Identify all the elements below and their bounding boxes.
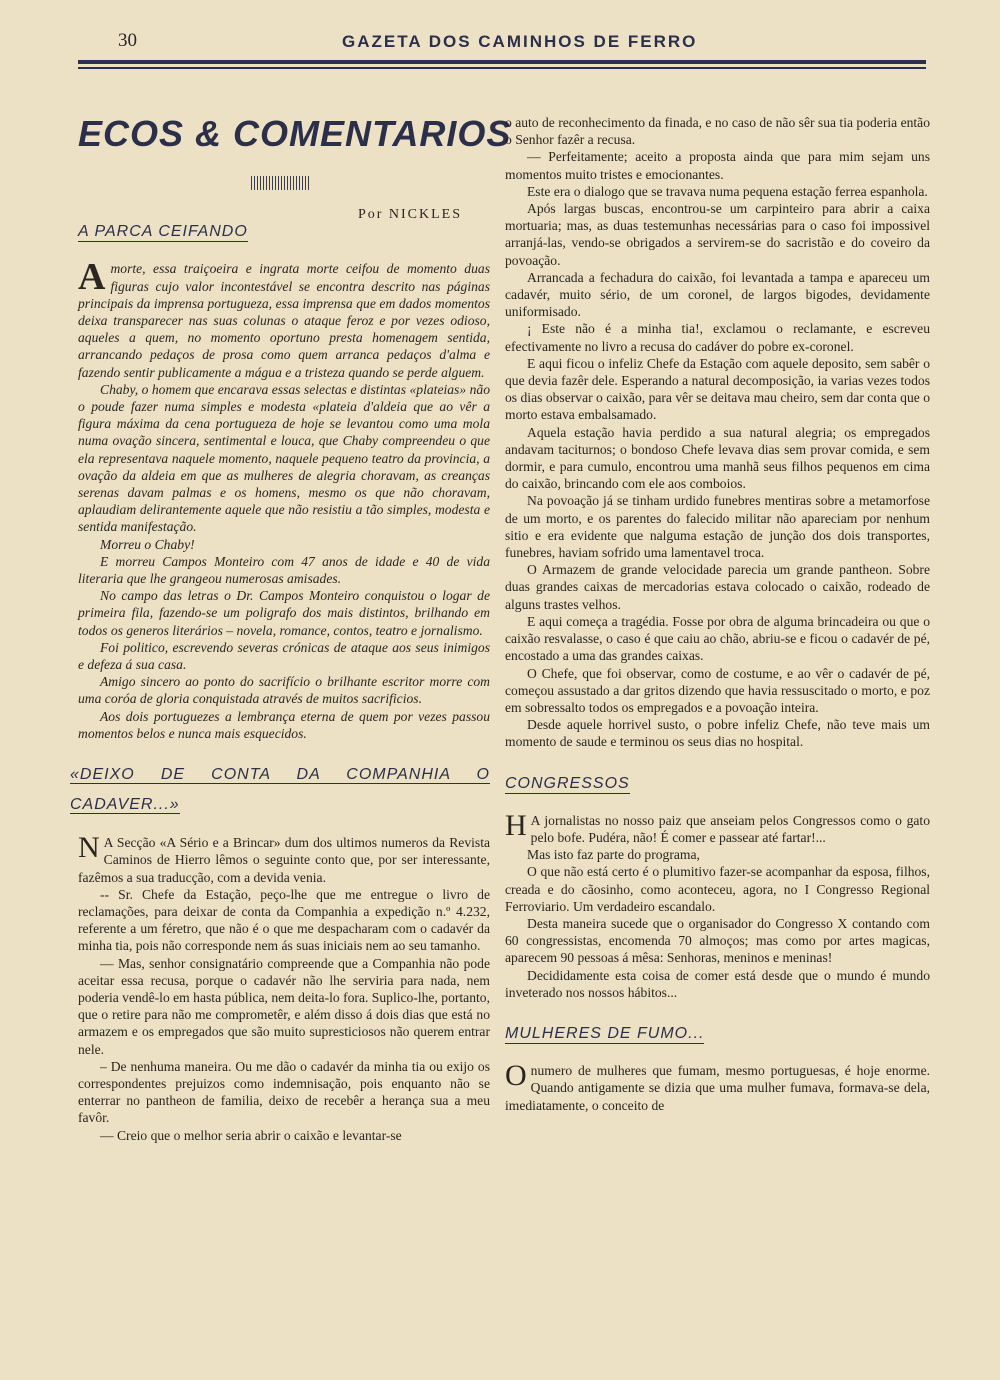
section-body-parca	[78, 256, 490, 742]
paragraph: — Perfeitamente; aceito a proposta ainda que para mim sejam uns momentos muito tristes e emocionantes.	[505, 149, 930, 182]
paragraph: — Creio que o melhor seria abrir o caixão e levantar-se	[100, 1127, 402, 1143]
paragraph: Após largas buscas, encontrou-se um carpinteiro para abrir a caixa mortuaria; mas, as duas testemunhas necessárias para o caso foi impossivel arranjá-las, vendo-se obrigados a servirem-se do sacristão e do coveiro da povoação.	[505, 201, 930, 268]
paragraph: O que não está certo é o plumitivo fazer-se acompanhar da esposa, filhos, creada e do cãosinho, como aconteceu, agora, no I Congresso Regional Ferroviario. Um verdadeiro escandalo.	[505, 864, 930, 914]
drop-cap: A	[78, 256, 106, 299]
paragraph: Amigo sincero ao ponto do sacrifício o brilhante escritor morre com uma coróa de gloria conquistada através de muitos sacrificios.	[78, 674, 490, 707]
page-number: 30	[118, 30, 137, 51]
paragraph: Este era o dialogo que se travava numa pequena estação ferrea espanhola.	[527, 183, 928, 199]
paragraph: Aos dois portuguezes a lembrança eterna de quem por vezes passou momentos belos e nunca mais esquecidos.	[78, 708, 490, 741]
page-header	[80, 30, 925, 54]
header-rule-thick	[78, 60, 926, 64]
paragraph: E aqui começa a tragédia. Fosse por obra de alguma brincadeira ou que o caixão resvalasse, o caso é que caiu ao chão, abriu-se e ficou o cadavér de pé, encostado a uma das grandes caixas.	[505, 613, 930, 664]
header-rule-thin	[78, 67, 926, 69]
ornament-divider	[251, 176, 309, 190]
paragraph: Mas isto faz parte do programa,	[527, 847, 700, 863]
paragraph: – De nenhuma maneira. Ou me dão o cadavér da minha tia ou exijo os correspondentes prejuizos como indemnisação, pois enquanto não se enterrar no pantheon de familia, deixo de recebêr a herança sua a meu favôr.	[78, 1058, 490, 1126]
paragraph: Na povoação já se tinham urdido funebres mentiras sobre a metamorfose de um morto, e os parentes do falecido militar não apareciam por nenhum sitio e era evidente que nalguma estação de junção dos dois transportes, funebres, haviam sofrido uma lamentavel troca.	[505, 493, 930, 561]
paragraph: N A Secção «A Sério e a Brincar» dum dos ultimos numeros da Revista Caminos de Hierro lêmos o seguinte conto que, por ser interessante, fazêmos a sua traducção, com a devida venia.	[78, 831, 490, 885]
paragraph: O Armazem de grande velocidade parecia um grande pantheon. Sobre duas grandes caixas de mercadorias estava colocado o caixão, rodeado de alguns trastes velhos.	[505, 562, 930, 612]
section-heading-mulheres: MULHERES DE FUMO...	[505, 1025, 704, 1044]
section-heading-parca: A PARCA CEIFANDO	[78, 223, 248, 242]
paragraph: H A jornalistas no nosso paiz que anseiam pelos Congressos como o gato pelo bofe. Pudéra, não! É comer e passear até fartar!...	[505, 808, 930, 845]
publication-title: GAZETA DOS CAMINHOS DE FERRO	[342, 32, 698, 51]
paragraph: -- Sr. Chefe da Estação, peço-lhe que me entregue o livro de reclamações, para deixar de conta da Companhia a expedição n.º 4.232, referente a um féretro, que não é o que me despacharam com o cadavér da minha tia, pois não corresponde nem ás suas iniciais nem ao seu tamanho.	[78, 886, 490, 954]
paragraph: Decididamente esta coisa de comer está desde que o mundo é mundo inveterado nos nossos hábitos...	[505, 967, 930, 1000]
section-heading-congressos: CONGRESSOS	[505, 775, 630, 794]
paragraph: O Chefe, que foi observar, como de costume, e ao vêr o cadavér de pé, começou assustado a dar gritos dizendo que havia ressuscitado o morto, e poz em sobressalto todos os empregados e a povoação inteira.	[505, 665, 930, 715]
left-column	[70, 100, 512, 1144]
paragraph: Chaby, o homem que encarava essas selectas e distintas «plateias» não o poude fazer numa simples e modesta «plateia d'aldeia que ao vêr a figura máxima da cena portugueza de hoje se levantou como uma mola numa ovação sincera, sentimental e louca, que Chaby compreendeu o que ela representava naquele momento, naquele pequeno teatro da provincia, a ovação da aldeia em que as mulheres de alegria choravam, as creanças serenas davam palmas e os homens, mesmo os que não choravam, aplaudiam delirantemente aquele que não resistiu a tão simples, modesta e sentida manifestação.	[78, 381, 490, 535]
section-body-cadaver-cont	[505, 114, 930, 751]
paragraph: Amorte, essa traiçoeira e ingrata morte ceifou de momento duas figuras cujo valor incontestável se encontra descrito nas páginas principais da imprensa portugueza, essa imprensa que em dados momentos deixa transparecer nas suas colunas o ataque feroz e por vezes odioso, aqueles a quem, no momento oportuno presta homenagem sentida, arrancando pedaços de prosa como quem arranca pedaços d'alma e fazendo sentir publicamente a mágua e a tristeza quando se perde alguem.	[78, 256, 490, 380]
paragraph: No campo das letras o Dr. Campos Monteiro conquistou o logar de primeira fila, fazendo-se um poligrafo dos mais distintos, brilhando em todos os generos literários – novela, romance, contos, teatro e jornalismo.	[78, 588, 490, 638]
section-body-congressos	[505, 808, 930, 1001]
paragraph: Morreu o Chaby!	[100, 536, 195, 552]
paragraph: E morreu Campos Monteiro com 47 anos de idade e 40 de vida literaria que lhe grangeou numerosas amisades.	[78, 553, 490, 587]
right-column	[505, 114, 930, 1114]
paragraph: Onumero de mulheres que fumam, mesmo portuguesas, é hoje enorme. Quando antigamente se dizia que uma mulher fumava, formava-se dela, imediatamente, o conceito de	[505, 1059, 930, 1113]
article-title: ECOS & COMENTARIOS	[78, 113, 512, 154]
byline: Por NICKLES	[357, 207, 462, 222]
drop-cap: N	[78, 831, 100, 865]
paragraph: Foi politico, escrevendo severas crónicas de ataque aos seus inimigos e defeza á sua casa.	[78, 639, 490, 673]
section-body-mulheres	[505, 1059, 930, 1114]
paragraph: Desde aquele horrivel susto, o pobre infeliz Chefe, não teve mais um momento de saude e terminou os seus dias no hospital.	[505, 717, 930, 750]
drop-cap: O	[505, 1059, 527, 1093]
paragraph: E aqui ficou o infeliz Chefe da Estação com aquele deposito, sem sabêr o que devia fazêr dele. Esperando a natural decomposição, ia varias vezes todos os dias observar o caixão, para vêr se deitava mau cheiro, sem dar conta que o morto estava embalsamado.	[505, 355, 930, 423]
section-body-cadaver	[78, 831, 490, 1144]
paragraph: Arrancada a fechadura do caixão, foi levantada a tampa e apareceu um cadavér, muito sério, de um coronel, de largos bigodes, devidamente uniformisado.	[505, 269, 930, 320]
paragraph: o auto de reconhecimento da finada, e no caso de não sêr sua tia poderia então o Senhor fazêr a recusa.	[505, 115, 931, 148]
drop-cap: H	[505, 808, 527, 842]
paragraph: Aquela estação havia perdido a sua natural alegria; os empregados andavam taciturnos; o bondoso Chefe levava dias sem provar comida, e sem dormir, e para cumulo, encontrou uma manhã seus filhos pequenos em cima do caixão, brincando com ele aos comboios.	[505, 424, 930, 492]
paragraph: Desta maneira sucede que o organisador do Congresso X contando com 60 congressistas, encomenda 70 almoços; mas como por artes magicas, aparecem 90 pessoas á mêsa: Senhoras, meninos e meninas!	[505, 915, 930, 966]
paragraph: — Mas, senhor consignatário compreende que a Companhia não pode aceitar essa recusa, porque o cadavér não lhe serviria para nada, nem poderia vendê-lo em hasta pública, nem deita-lo fora. Suplico-lhe, portanto, que o retire para não me comprometêr, e além disso á dois dias que está no armazem e os empregados que são muito supresticiosos não querem entrar nele.	[78, 955, 490, 1057]
paragraph: ¡ Este não é a minha tia!, exclamou o reclamante, e escreveu efectivamente no livro a recusa do cadáver do pobre ex-coronel.	[505, 321, 930, 354]
section-heading-cadaver: «DEIXO DE CONTA DA COMPANHIA O CADAVER...»	[70, 766, 490, 814]
